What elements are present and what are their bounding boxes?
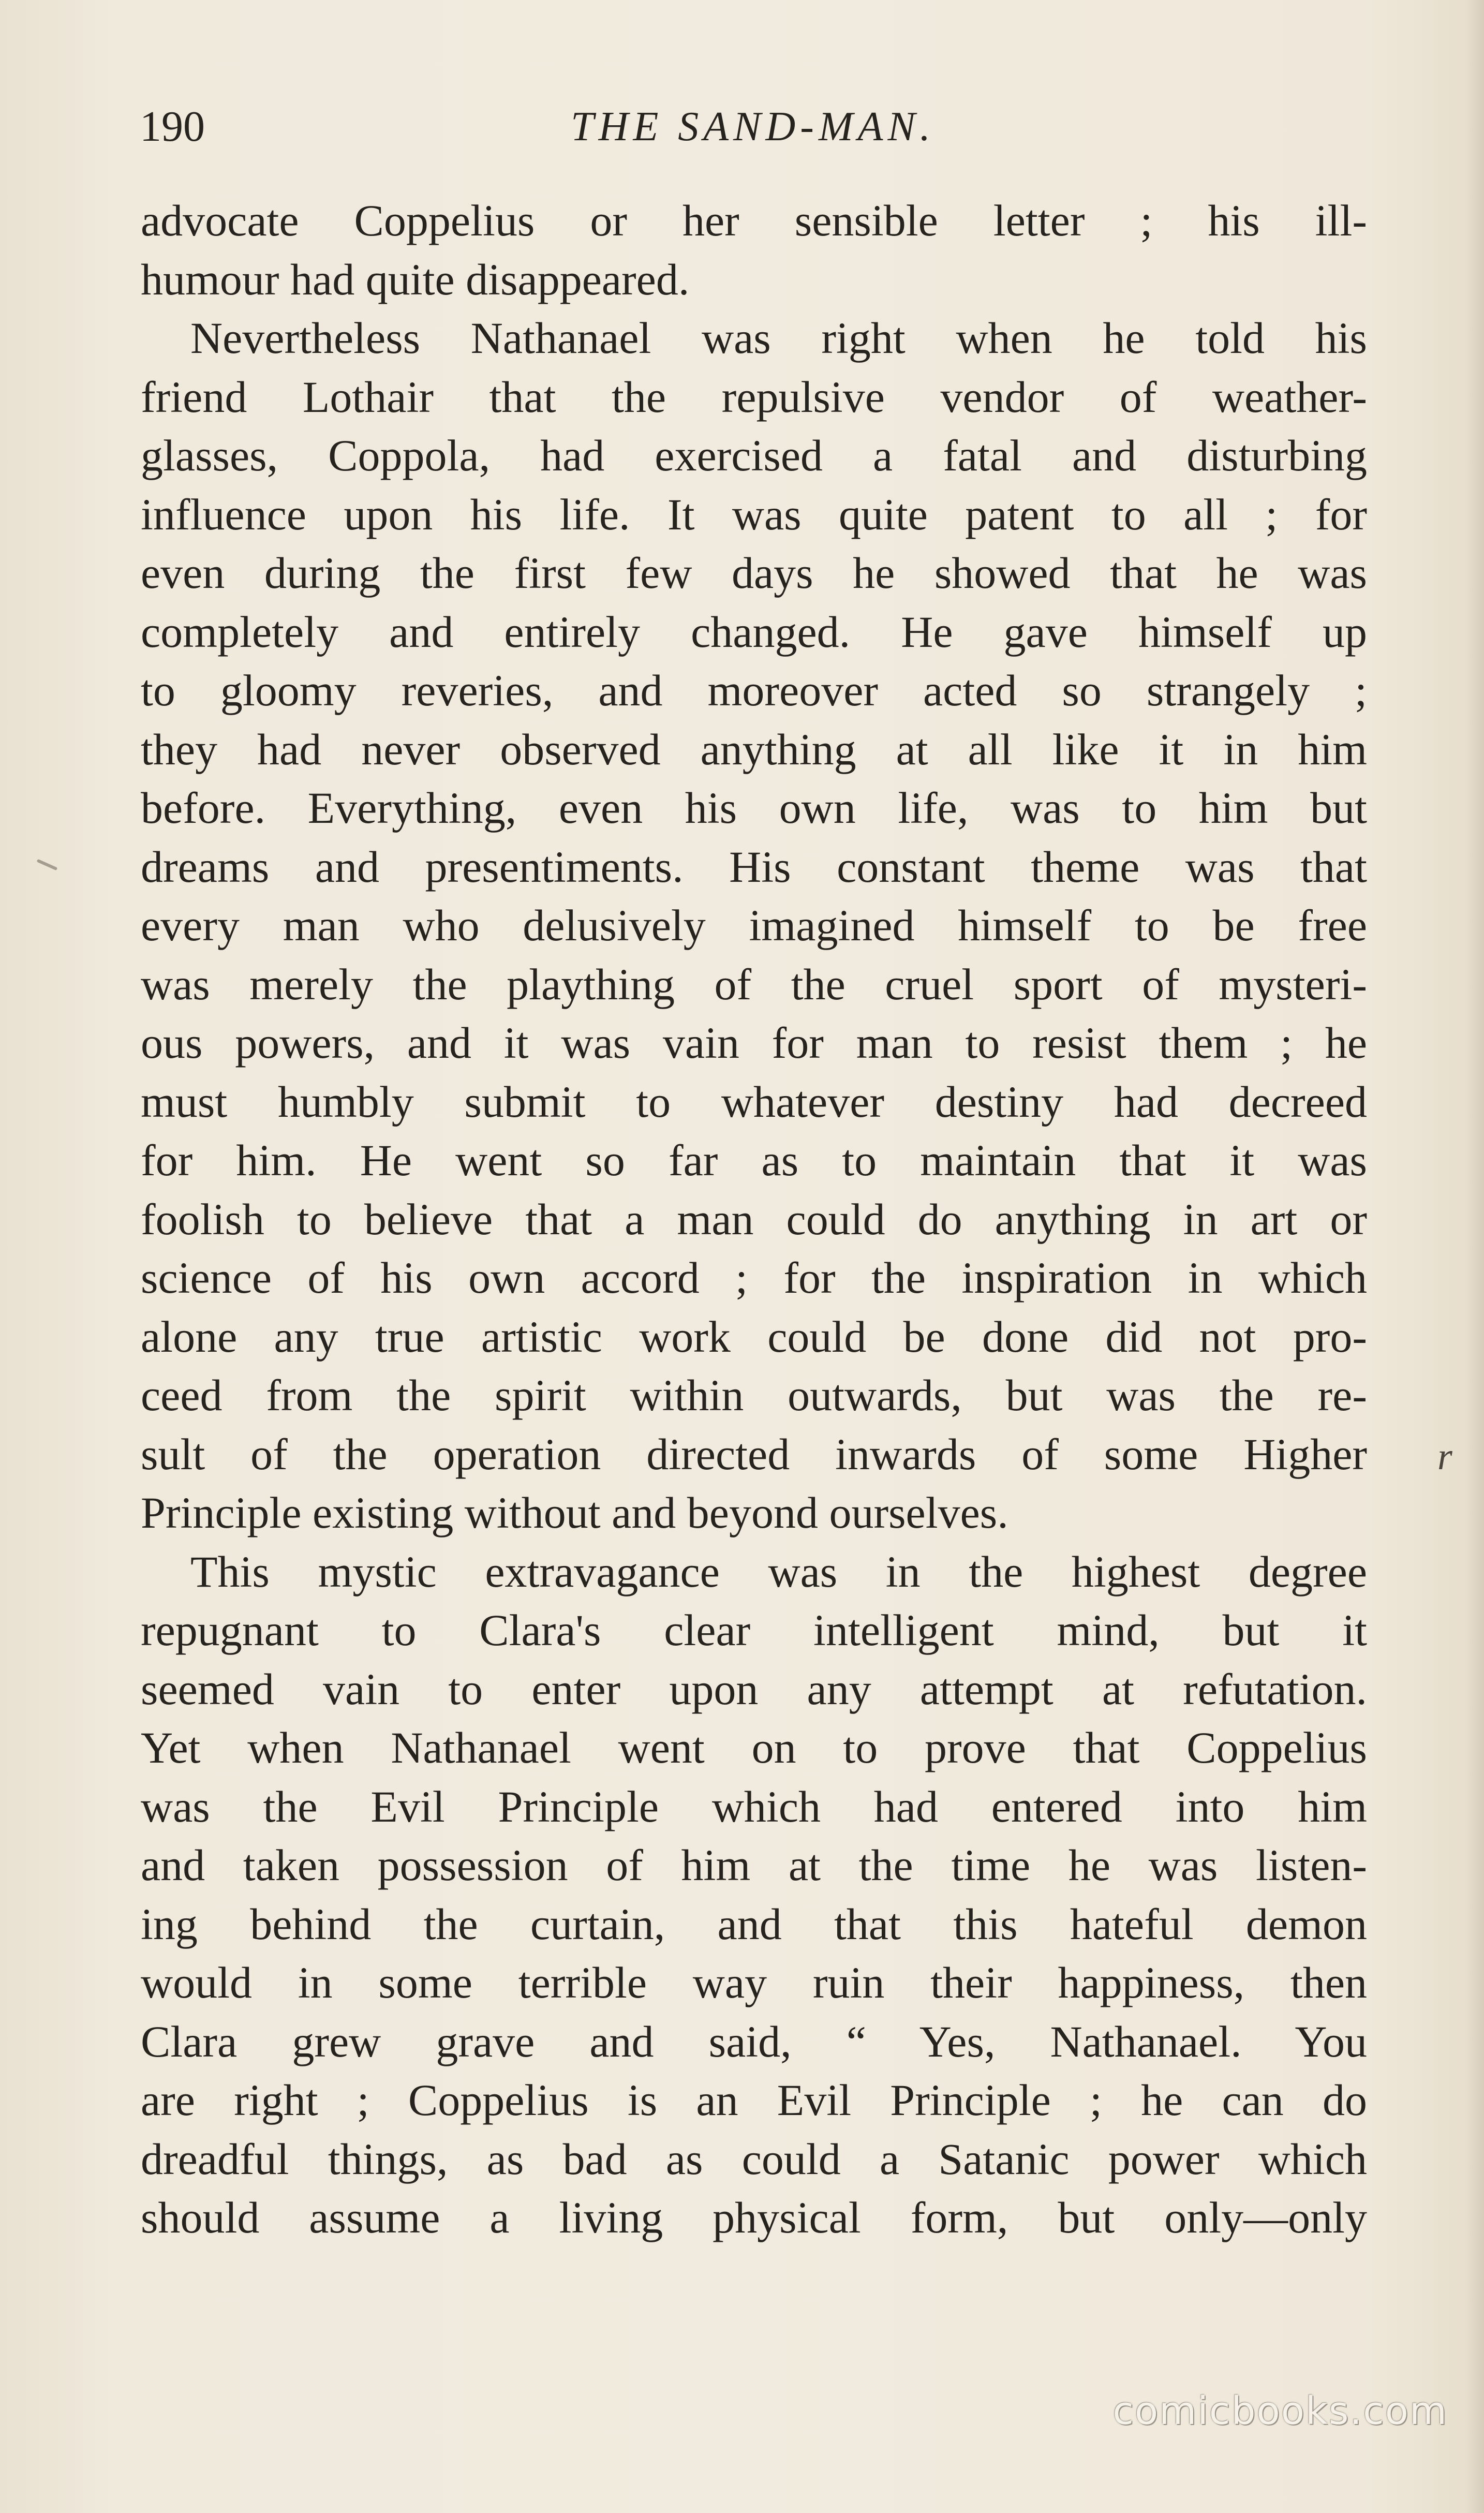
page-header xyxy=(140,98,1366,155)
text-line: humour had quite disappeared. xyxy=(141,254,690,304)
text-line: completely and entirely changed. He gave himself up xyxy=(141,607,1367,657)
text-line: before. Everything, even his own life, was to him but xyxy=(141,783,1367,833)
text-line: friend Lothair that the repulsive vendor of weather- xyxy=(141,372,1367,422)
margin-note: r xyxy=(1437,1436,1452,1478)
text-line: and taken possession of him at the time he was listen- xyxy=(141,1840,1367,1890)
text-line: should assume a living physical form, but only—only xyxy=(141,2193,1367,2242)
text-line: science of his own accord ; for the inspiration in which xyxy=(141,1253,1367,1303)
text-line: must humbly submit to whatever destiny had decreed xyxy=(141,1076,1367,1127)
text-line: would in some terrible way ruin their happiness, then xyxy=(141,1958,1367,2007)
text-line: repugnant to Clara's clear intelligent mind, but it xyxy=(141,1605,1367,1655)
text-line: they had never observed anything at all like it in him xyxy=(141,724,1367,774)
text-line: ing behind the curtain, and that this hateful demon xyxy=(141,1899,1367,1949)
text-line: Nevertheless Nathanael was right when he told his xyxy=(190,313,1367,363)
watermark: comicbooks.com xyxy=(1112,2389,1448,2433)
text-line: for him. He went so far as to maintain that it was xyxy=(141,1135,1367,1185)
text-line: Yet when Nathanael went on to prove that Coppelius xyxy=(141,1723,1367,1772)
page-number: 190 xyxy=(140,102,205,151)
text-line: This mystic extravagance was in the highest degree xyxy=(190,1546,1367,1597)
text-line: alone any true artistic work could be done did not pro- xyxy=(141,1311,1367,1362)
text-line: influence upon his life. It was quite patent to all ; for xyxy=(141,489,1367,539)
text-line: Clara grew grave and said, “ Yes, Nathanael. You xyxy=(141,2016,1367,2066)
text-line: every man who delusively imagined himself to be free xyxy=(141,900,1367,950)
page-edge-shadow xyxy=(1465,0,1484,2513)
text-line: seemed vain to enter upon any attempt at refutation. xyxy=(141,1664,1367,1714)
text-line: glasses, Coppola, had exercised a fatal and disturbing xyxy=(141,431,1367,480)
text-line: even during the first few days he showed that he was xyxy=(141,548,1367,598)
text-line: dreams and presentiments. His constant theme was that xyxy=(141,841,1367,892)
body-text xyxy=(141,191,1367,2248)
text-line: foolish to believe that a man could do anything in art or xyxy=(141,1194,1367,1244)
text-line: ous powers, and it was vain for man to resist them ; he xyxy=(141,1018,1367,1068)
text-line: ceed from the spirit within outwards, but was the re- xyxy=(141,1370,1367,1420)
text-line: was the Evil Principle which had entered into him xyxy=(141,1781,1367,1831)
running-title: THE SAND-MAN. xyxy=(571,104,935,150)
text-line: advocate Coppelius or her sensible letter ; his ill- xyxy=(141,196,1367,245)
text-line: to gloomy reveries, and moreover acted so strangely ; xyxy=(141,666,1367,715)
text-line: sult of the operation directed inwards of some Higher xyxy=(141,1429,1367,1479)
text-line: was merely the plaything of the cruel sport of mysteri- xyxy=(141,959,1367,1009)
text-line: are right ; Coppelius is an Evil Principle ; he can do xyxy=(141,2075,1367,2125)
text-line: Principle existing without and beyond ourselves. xyxy=(141,1488,1008,1538)
margin-tick-mark xyxy=(37,859,58,871)
text-line: dreadful things, as bad as could a Satanic power which xyxy=(141,2134,1367,2184)
